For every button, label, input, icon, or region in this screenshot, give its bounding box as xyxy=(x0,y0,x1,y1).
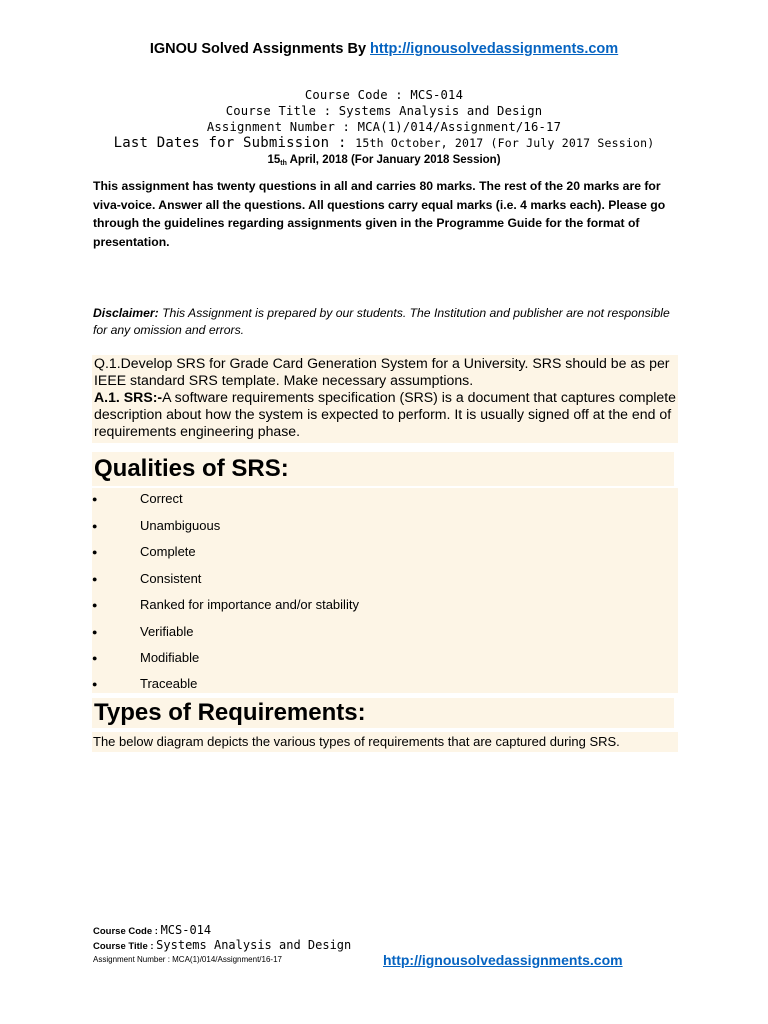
footer-title-label: Course Title : xyxy=(93,941,157,952)
bullet-icon: ● xyxy=(92,494,98,504)
types-heading: Types of Requirements: xyxy=(92,698,674,728)
list-item: ● Traceable xyxy=(92,674,678,694)
types-description: The below diagram depicts the various types of requirements that are captured during SRS. xyxy=(92,732,678,752)
site-header xyxy=(0,41,768,57)
footer-code-value: MCS-014 xyxy=(160,923,212,937)
bullet-icon: ● xyxy=(92,574,98,584)
submission-label: Last Dates for Submission : xyxy=(113,135,356,151)
submission-jan-sup: th xyxy=(280,160,287,167)
bullet-icon: ● xyxy=(92,600,98,610)
list-item: ● Verifiable xyxy=(92,622,678,642)
question-text: Q.1.Develop SRS for Grade Card Generation System for a University. SRS should be as per IEEE standard SRS template. Make necessary assumptions. xyxy=(94,355,670,388)
bullet-icon: ● xyxy=(92,679,98,689)
list-item: ● Ranked for importance and/or stability xyxy=(92,595,678,615)
answer-text: A software requirements specification (SRS) is a document that captures complete description about how the system is expected to perform. It is usually signed off at the end of requirements engineering phase. xyxy=(94,389,677,439)
course-title: Course Title : Systems Analysis and Design xyxy=(225,104,543,118)
bullet-icon: ● xyxy=(92,627,98,637)
footer-link[interactable]: http://ignousolvedassignments.com xyxy=(383,952,623,968)
list-item: ● Consistent xyxy=(92,569,678,589)
submission-january xyxy=(0,152,768,172)
list-item: ● Complete xyxy=(92,542,678,562)
assignment-instructions: This assignment has twenty questions in all and carries 80 marks. The rest of the 20 marks are for viva-voice. Answer all the questions. All questions carry equal marks (i.e. 4 marks each). Please go through the guidelines regarding assignments given in the Programme Guide for the format of presentation. xyxy=(93,179,666,249)
submission-jan-day: 15 xyxy=(267,154,281,166)
disclaimer-text: This Assignment is prepared by our students. The Institution and publisher are not responsible for any omission and errors. xyxy=(93,306,670,337)
footer-course-code xyxy=(93,922,693,937)
answer-label: A.1. SRS:- xyxy=(94,389,163,405)
course-code: Course Code : MCS-014 xyxy=(304,88,464,102)
answer-text-block xyxy=(94,389,678,440)
qualities-heading: Qualities of SRS: xyxy=(92,452,674,486)
question-answer-block xyxy=(92,355,678,443)
footer-course-title xyxy=(93,937,693,952)
footer-assignment-number: Assignment Number : MCA(1)/014/Assignment/16-17 xyxy=(93,955,282,964)
list-item: ● Modifiable xyxy=(92,648,678,668)
assignment-number: Assignment Number : MCA(1)/014/Assignment/16-17 xyxy=(206,120,562,134)
bullet-icon: ● xyxy=(92,547,98,557)
disclaimer-label: Disclaimer: xyxy=(93,306,159,320)
header-prefix: IGNOU Solved Assignments By xyxy=(149,41,371,57)
course-info xyxy=(0,87,768,172)
submission-jan-rest: April, 2018 (For January 2018 Session) xyxy=(286,154,501,166)
footer-code-label: Course Code : xyxy=(93,926,161,937)
disclaimer xyxy=(93,305,673,339)
bullet-icon: ● xyxy=(92,521,98,531)
list-item: ● Correct xyxy=(92,489,678,509)
header-link[interactable]: http://ignousolvedassignments.com xyxy=(370,41,619,57)
submission-july: 15th October, 2017 (For July 2017 Session) xyxy=(355,136,655,150)
list-item: ● Unambiguous xyxy=(92,516,678,536)
bullet-icon: ● xyxy=(92,653,98,663)
footer-title-value: Systems Analysis and Design xyxy=(156,938,352,952)
qualities-list xyxy=(92,488,678,693)
submission-dates xyxy=(0,135,768,152)
